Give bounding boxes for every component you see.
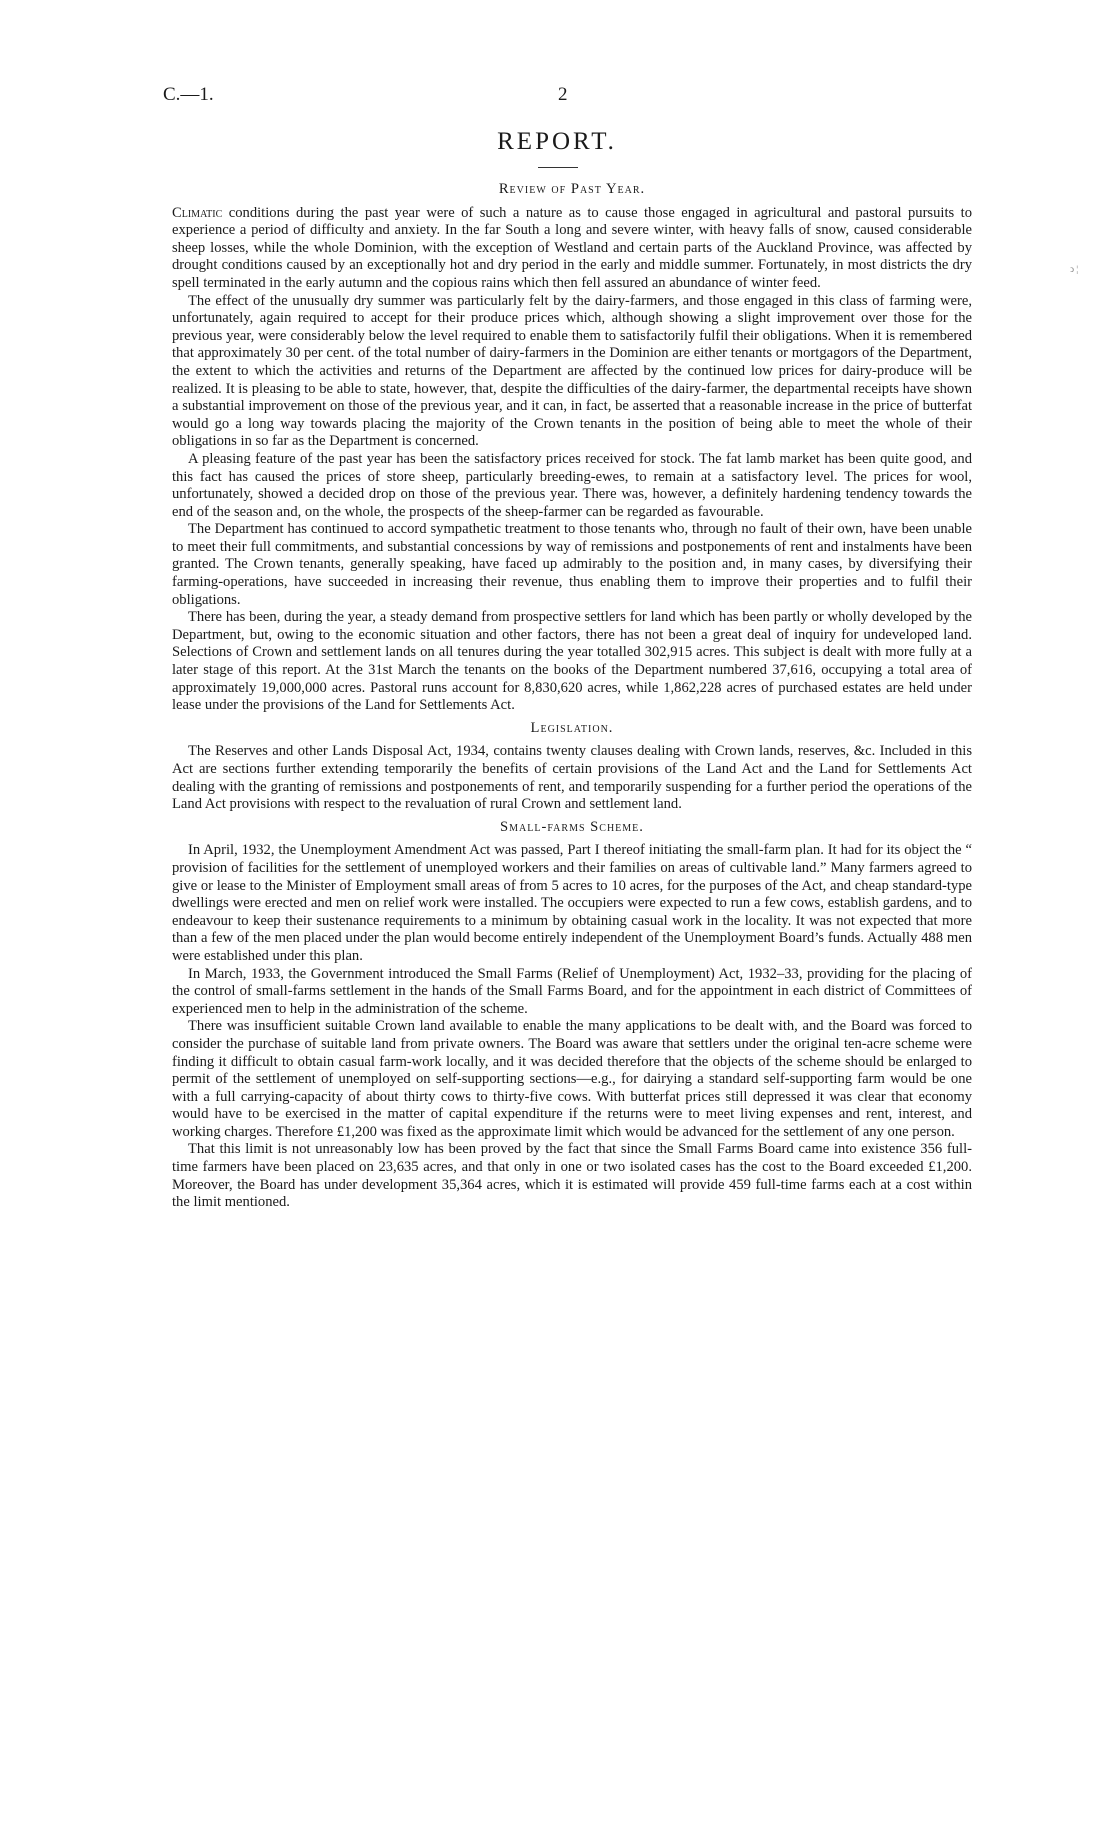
paragraph [172, 1018, 972, 1141]
page-number: 2 [558, 84, 568, 105]
section-heading: Legislation. [530, 719, 614, 736]
paragraph [172, 743, 972, 813]
page-title: REPORT. [497, 128, 617, 155]
report-body [172, 176, 972, 1212]
title-rule [538, 167, 578, 168]
paragraph [172, 521, 972, 609]
paragraph-text: That this limit is not unreasonably low has been proved by the fact that since the Small Farms Board came into existence 356 full-time farmers have been placed on 23,635 acres, and that only in one or two isolated cases has the cost to the Board exceeded £1,200. Moreover, the Board has under development 35,364 acres, which it is estimated will provide 459 full-time farms each at a cost within the limit mentioned. [172, 1141, 972, 1211]
paragraph-text: The Reserves and other Lands Disposal Act, 1934, contains twenty clauses dealing with Crown lands, reserves, &c. Included in this Act are sections further extending temporarily the benefits of certain provisions of the Land Act and the Land for Settlements Act dealing with the granting of remissions and postponements of rent, and temporarily suspending for a further period the operations of the Land Act provisions with respect to the revaluation of rural Crown and settlement land. [172, 743, 972, 813]
section-heading: Review of Past Year. [498, 181, 646, 197]
paragraph [172, 205, 972, 293]
paragraph-text: A pleasing feature of the past year has been the satisfactory prices received for stock. The fat lamb market has been quite good, and this fact has caused the prices of store sheep, particularly breeding-ewes, to remain at a satisfactory level. The prices for wool, unfortunately, showed a decided drop on those of the previous year. There was, however, a definitely hardening tendency towards the end of the season and, on the whole, the prospects of the sheep-farmer can be regarded as favourable. [172, 450, 972, 520]
paragraph-text: The Department has continued to accord sympathetic treatment to those tenants who, through no fault of their own, have been unable to meet their full commitments, and substantial concessions by way of remissions and postponements of rent and instalments have been granted. The Crown tenants, generally speaking, have faced up admirably to the position and, in many cases, by diversifying their farming-operations, have succeeded in increasing their revenue, thus enabling them to improve their properties and to fulfil their obligations. [172, 521, 972, 608]
section-review [172, 181, 972, 715]
section-small-farms [172, 819, 972, 1212]
paragraph [172, 966, 972, 1019]
paragraph-text: There was insufficient suitable Crown land available to enable the many applications to be dealt with, and the Board was forced to consider the purchase of suitable land from private owners. The Board was aware that settlers under the original ten-acre scheme were finding it difficult to obtain casual farm-work locally, and it was decided therefore that the objects of the scheme should be enlarged to permit of the settlement of unemployed on self-supporting sections—e.g., for dairying a standard self-supporting farm would be one with a full carrying-capacity of about thirty cows to thirty-five cows. With butterfat prices still depressed it was clear that economy would have to be exercised in the matter of capital expenditure if the returns were to meet living expenses and rent, interest, and working charges. Therefore £1,200 was fixed as the approximate limit which would be advanced for the settlement of any one person. [172, 1018, 972, 1140]
paragraph [172, 293, 972, 451]
margin-mark: ↄ ¦ [1070, 264, 1079, 274]
paragraph [172, 842, 972, 965]
report-reference: C.—1. [163, 84, 214, 105]
paragraph-lead: Climatic [172, 204, 223, 221]
paragraph [172, 451, 972, 521]
paragraph [172, 609, 972, 715]
section-legislation [172, 720, 972, 814]
section-heading: Small-farms Scheme. [500, 818, 644, 835]
paragraph-text: In March, 1933, the Government introduced the Small Farms (Relief of Unemployment) Act, 1932–33, providing for the placing of the control of small-farms settlement in the hands of the Small Farms Board, and for the appointment in each district of Committees of experienced men to help in the administration of the scheme. [172, 965, 972, 1017]
paragraph-text: conditions during the past year were of such a nature as to cause those engaged in agricultural and pastoral pursuits to experience a period of difficulty and anxiety. In the far South a long and severe winter, with heavy falls of snow, caused considerable sheep losses, while the whole Dominion, with the exception of Westland and certain parts of the Auckland Province, was affected by drought conditions caused by an exceptionally hot and dry period in the early and middle summer. Fortunately, in most districts the dry spell terminated in the early autumn and the copious rains which then fell assured an abundance of winter feed. [172, 204, 972, 291]
paragraph [172, 1141, 972, 1211]
paragraph-text: There has been, during the year, a steady demand from prospective settlers for land which has been partly or wholly developed by the Department, but, owing to the economic situation and other factors, there has not been a great deal of inquiry for undeveloped land. Selections of Crown and settlement lands on all tenures during the year totalled 302,915 acres. This subject is dealt with more fully at a later stage of this report. At the 31st March the tenants on the books of the Department numbered 37,616, occupying a total area of approximately 19,000,000 acres. Pastoral runs account for 8,830,620 acres, while 1,862,228 acres of purchased estates are held under lease under the provisions of the Land for Settlements Act. [172, 609, 972, 714]
paragraph-text: In April, 1932, the Unemployment Amendment Act was passed, Part I thereof initiating the small-farm plan. It had for its object the “ provision of facilities for the settlement of unemployed workers and their families on areas of cultivable land.” Many farmers agreed to give or lease to the Minister of Employment small areas of from 5 acres to 10 acres, for the purposes of the Act, and cheap standard-type dwellings were erected and men on relief work were installed. The occupiers were expected to run a few cows, establish gardens, and to endeavour to keep their sustenance requirements to a minimum by obtaining casual work in the locality. It was not expected that more than a few of the men placed under the plan would become entirely independent of the Unemployment Board’s funds. Actually 488 men were established under this plan. [172, 842, 972, 964]
paragraph-text: The effect of the unusually dry summer was particularly felt by the dairy-farmers, and those engaged in this class of farming were, unfortunately, again required to accept for their produce prices which, although showing a slight improvement over those for the previous year, were considerably below the level required to enable them to satisfactorily fulfil their obligations. When it is remembered that approximately 30 per cent. of the total number of dairy-farmers in the Dominion are either tenants or mortgagors of the Department, the extent to which the activities and returns of the Department are affected by the continued low prices for dairy-produce will be realized. It is pleasing to be able to state, however, that, despite the difficulties of the dairy-farmer, the departmental receipts have shown a substantial improvement on those of the previous year, and it can, in fact, be asserted that a reasonable increase in the price of butterfat would go a long way towards placing the majority of the Crown tenants in the position of being able to meet the whole of their obligations in so far as the Department is concerned. [172, 292, 972, 450]
